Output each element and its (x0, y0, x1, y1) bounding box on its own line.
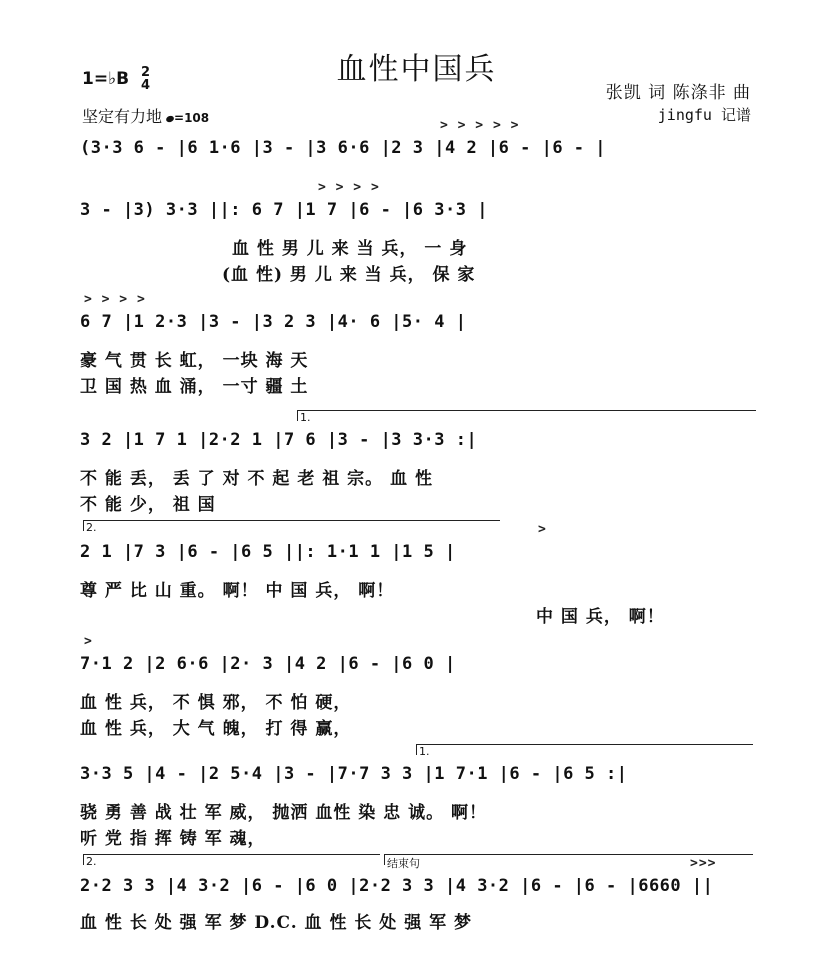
lyric-line-1: 不 能 丢， 丢 了 对 不 起 老 祖 宗。 血 性 (80, 469, 434, 489)
credits: 张凯 词 陈涤非 曲 (605, 83, 751, 103)
coda-label: 结束句 (387, 857, 420, 870)
meter-bottom: 4 (140, 78, 151, 93)
notation-line: 3·3 5 |4 - |2 5·4 |3 - |7·7 3 3 |1 7·1 |6 - |6 5 :| (80, 764, 628, 784)
accent-marks: > (538, 522, 547, 537)
notation-line: (3·3 6 - |6 1·6 |3 - |3 6·6 |2 3 |4 2 |6 - |6 - | (80, 138, 607, 158)
accent-marks: > (84, 634, 93, 649)
notation-line: 3 2 |1 7 1 |2·2 1 |7 6 |3 - |3 3·3 :| (80, 430, 478, 450)
volta-label: 1. (419, 745, 430, 758)
meter-top: 2 (140, 65, 151, 80)
tempo-text: 坚定有力地 (82, 107, 163, 126)
volta-bracket (83, 854, 380, 868)
arranger: jingfu 记谱 (657, 106, 751, 124)
lyric-line-2: 卫 国 热 血 涌， 一寸 疆 土 (80, 377, 309, 397)
lyric-line-1: 血 性 长 处 强 军 梦 D.C. 血 性 长 处 强 军 梦 (80, 913, 473, 933)
volta-label: 1. (300, 411, 311, 424)
volta-bracket (83, 520, 500, 534)
notation-line: 2·2 3 3 |4 3·2 |6 - |6 0 |2·2 3 3 |4 3·2 |6 - |6 - |6660 || (80, 876, 714, 896)
lyric-line-1: 骁 勇 善 战 壮 军 威， 抛洒 血性 染 忠 诚。 啊！ (80, 803, 488, 823)
accent-marks: >>> (690, 856, 717, 871)
notation-line: 2 1 |7 3 |6 - |6 5 ||: 1·1 1 |1 5 | (80, 542, 456, 562)
notation-line: 3 - |3) 3·3 ||: 6 7 |1 7 |6 - |6 3·3 | (80, 200, 488, 220)
time-signature (141, 66, 150, 92)
key-value: 1=♭B (82, 69, 130, 89)
accent-marks: > > > > > (440, 118, 520, 133)
lyric-line-2: (血 性) 男 儿 来 当 兵， 保 家 (222, 265, 476, 285)
lyric-line-2: 听 党 指 挥 铸 军 魂， (80, 829, 266, 849)
accent-marks: > > > > (84, 292, 146, 307)
lyric-line-1: 血 性 男 儿 来 当 兵， 一 身 (232, 239, 468, 259)
lyric-line-2: 中 国 兵， 啊！ (536, 607, 665, 627)
lyric-line-1: 血 性 兵， 不 惧 邪， 不 怕 硬， (80, 693, 352, 713)
volta-label: 2. (86, 521, 97, 534)
tempo-value: =108 (174, 111, 210, 125)
notation-line: 6 7 |1 2·3 |3 - |3 2 3 |4· 6 |5· 4 | (80, 312, 467, 332)
tempo-marking (82, 104, 209, 127)
volta-bracket (297, 410, 756, 424)
lyric-line-1: 豪 气 贯 长 虹， 一块 海 天 (80, 351, 309, 371)
song-title: 血性中国兵 (336, 52, 497, 87)
accent-marks: > > > > (318, 180, 380, 195)
notation-line: 7·1 2 |2 6·6 |2· 3 |4 2 |6 - |6 0 | (80, 654, 456, 674)
lyric-line-2: 血 性 兵， 大 气 魄， 打 得 赢， (80, 719, 352, 739)
key-signature (82, 66, 150, 92)
volta-label: 2. (86, 855, 97, 868)
lyric-line-2: 不 能 少， 祖 国 (80, 495, 216, 515)
volta-bracket (416, 744, 753, 758)
lyric-line-1: 尊 严 比 山 重。 啊！ 中 国 兵， 啊！ (80, 581, 395, 601)
